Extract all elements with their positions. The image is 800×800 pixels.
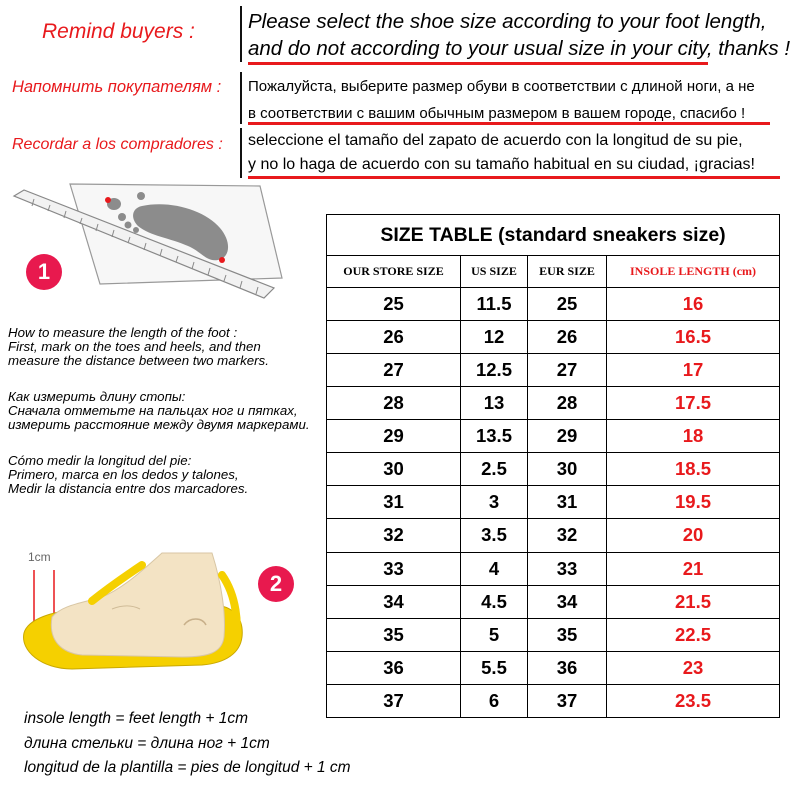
howto-es [8,454,248,496]
insole-length-cell: 21.5 [607,585,780,618]
us-size-cell: 6 [461,684,528,717]
eur-size-cell: 29 [528,420,607,453]
insole-length-cell: 17 [607,354,780,387]
formula-en: insole length = feet length + 1cm [24,710,249,727]
store-size-cell: 34 [327,585,461,618]
us-size-cell: 3 [461,486,528,519]
store-size-cell: 32 [327,519,461,552]
store-size-cell: 33 [327,552,461,585]
eur-size-cell: 30 [528,453,607,486]
insole-length-cell: 20 [607,519,780,552]
store-size-cell: 25 [327,288,461,321]
table-row [327,618,780,651]
store-size-cell: 27 [327,354,461,387]
eur-size-cell: 32 [528,519,607,552]
eur-size-cell: 34 [528,585,607,618]
us-size-cell: 11.5 [461,288,528,321]
header-store-size: OUR STORE SIZE [327,256,461,288]
insole-illustration [12,545,252,685]
insole-length-cell: 16 [607,288,780,321]
us-size-cell: 13 [461,387,528,420]
eur-size-cell: 25 [528,288,607,321]
howto-es-line3: Medir la distancia entre dos marcadores. [8,481,249,496]
table-row [327,288,780,321]
us-size-cell: 4.5 [461,585,528,618]
eur-size-cell: 31 [528,486,607,519]
store-size-cell: 36 [327,651,461,684]
eur-size-cell: 37 [528,684,607,717]
howto-ru [8,390,310,432]
store-size-cell: 29 [327,420,461,453]
howto-ru-line3: измерить расстояние между двумя маркерами. [8,417,310,432]
eur-size-cell: 28 [528,387,607,420]
table-row [327,420,780,453]
insole-length-cell: 19.5 [607,486,780,519]
formula-ru: длина стельки = длина ног + 1cm [24,735,270,752]
us-size-cell: 12.5 [461,354,528,387]
header-insole-length: INSOLE LENGTH (cm) [607,256,780,288]
remind-label-en: Remind buyers : [42,20,195,43]
howto-en-line1: How to measure the length of the foot : [8,325,238,340]
store-size-cell: 35 [327,618,461,651]
us-size-cell: 4 [461,552,528,585]
table-row [327,387,780,420]
insole-length-cell: 17.5 [607,387,780,420]
size-table-body [327,288,780,718]
notice-es-line2: y no lo haga de acuerdo con su tamaño habitual en su ciudad, ¡gracias! [248,156,755,173]
notice-en [240,6,790,62]
notice-en-line2: and do not according to your usual size in your city, thanks ! [248,37,791,60]
insole-length-cell: 18.5 [607,453,780,486]
us-size-cell: 13.5 [461,420,528,453]
us-size-cell: 5 [461,618,528,651]
table-row [327,354,780,387]
foot-insole-icon [12,545,252,685]
table-row [327,684,780,717]
underline-es [248,176,780,179]
howto-en-line3: measure the distance between two markers. [8,353,269,368]
table-row [327,486,780,519]
table-row [327,519,780,552]
remind-label-es: Recordar a los compradores : [12,136,223,153]
header-us-size: US SIZE [461,256,528,288]
howto-ru-line1: Как измерить длину стопы: [8,389,186,404]
table-row [327,552,780,585]
us-size-cell: 2.5 [461,453,528,486]
formula-es: longitud de la plantilla = pies de longitud + 1 cm [24,759,351,776]
foot-measure-illustration [10,166,310,316]
store-size-cell: 26 [327,321,461,354]
us-size-cell: 12 [461,321,528,354]
insole-length-cell: 21 [607,552,780,585]
notice-es [240,128,755,178]
notice-ru-line1: Пожалуйста, выберите размер обуви в соответствии с длиной ноги, а не [248,78,755,95]
notice-ru [240,72,755,124]
step2-badge: 2 [258,566,294,602]
howto-es-line1: Cómo medir la longitud del pie: [8,453,192,468]
insole-length-cell: 23.5 [607,684,780,717]
eur-size-cell: 36 [528,651,607,684]
table-row [327,585,780,618]
notice-en-line1: Please select the shoe size according to your foot length, [248,10,767,33]
eur-size-cell: 33 [528,552,607,585]
table-row [327,651,780,684]
howto-en [8,326,269,368]
store-size-cell: 30 [327,453,461,486]
howto-en-line2: First, mark on the toes and heels, and then [8,339,261,354]
store-size-cell: 28 [327,387,461,420]
store-size-cell: 31 [327,486,461,519]
step1-badge: 1 [26,254,62,290]
eur-size-cell: 27 [528,354,607,387]
underline-ru [248,122,770,125]
underline-en [248,62,708,65]
us-size-cell: 5.5 [461,651,528,684]
us-size-cell: 3.5 [461,519,528,552]
notice-ru-line2: в соответствии с вашим обычным размером в вашем городе, спасибо ! [248,105,746,122]
store-size-cell: 37 [327,684,461,717]
table-row [327,321,780,354]
insole-length-cell: 16.5 [607,321,780,354]
size-table-title: SIZE TABLE (standard sneakers size) [327,215,780,256]
table-row [327,453,780,486]
ruler-1cm-label: 1cm [28,550,51,564]
eur-size-cell: 26 [528,321,607,354]
footprint-ruler-icon [10,166,310,316]
insole-length-cell: 22.5 [607,618,780,651]
howto-es-line2: Primero, marca en los dedos y talones, [8,467,239,482]
eur-size-cell: 35 [528,618,607,651]
header-eur-size: EUR SIZE [528,256,607,288]
notice-es-line1: seleccione el tamaño del zapato de acuerdo con la longitud de su pie, [248,132,743,149]
remind-label-ru: Напомнить покупателям : [12,78,222,96]
insole-length-cell: 18 [607,420,780,453]
howto-ru-line2: Сначала отметьте на пальцах ног и пятках, [8,403,298,418]
size-table [326,214,780,718]
insole-length-cell: 23 [607,651,780,684]
